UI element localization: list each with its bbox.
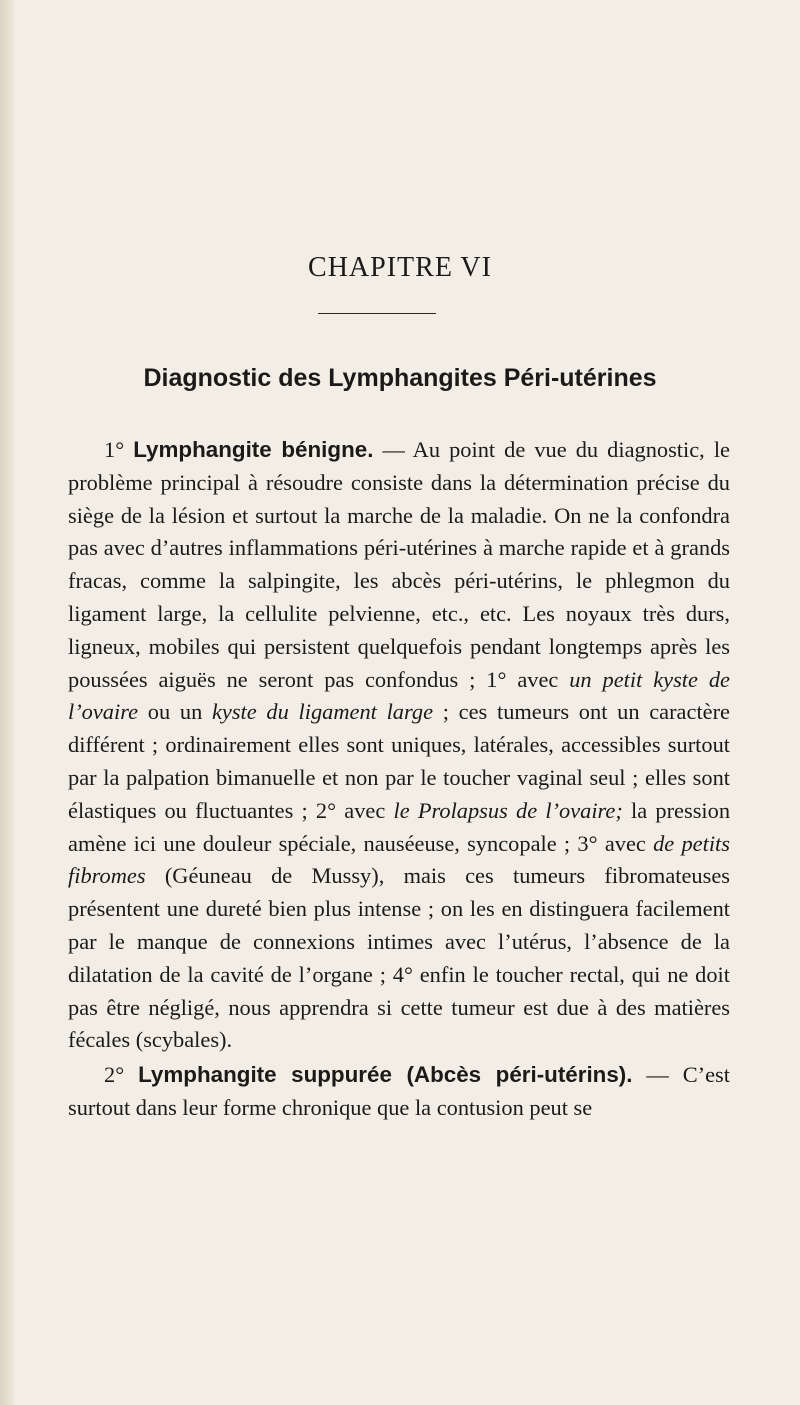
section-heading: Lymphangite bénigne. [133,437,374,462]
italic-term: de petits fibromes [68,830,730,889]
text-run: ; ces tumeurs ont un caractère différent ; ordinairement elles sont uniques, latérales, accessibles surtout par la palpation bimanuelle et non par le toucher vaginal seul ; elles sont élastiques ou fluctuantes ; 2° avec [68,699,730,823]
text-run: — Au point de vue du diagnostic, le problème principal à résoudre consiste dans la détermination précise du siège de la lésion et surtout la marche de la maladie. On ne la confondra pas avec d’autres inflammations péri-utérines à marche rapide et à grands fracas, comme la salpingite, les abcès péri-utérins, le phlegmon du ligament large, la cellulite pelvienne, etc., etc. Les noyaux très durs, ligneux, mobiles qui persistent quelquefois pendant longtemps après les poussées aiguës ne seront pas confondus ; 1° avec [68,437,730,692]
italic-term: kyste du ligament large [211,699,434,725]
text-run: la pression amène ici une douleur spéciale, nauséeuse, syncopale ; 3° avec [68,797,731,856]
text-run: ou un [138,699,212,725]
section-number: 1° [104,437,125,462]
italic-term: un petit kyste de l’ovaire [68,666,730,725]
text-run: — C’est surtout dans leur forme chronique que la contusion peut se [68,1062,730,1120]
section-number: 2° [104,1062,125,1088]
text-run: (Géuneau de Mussy), mais ces tumeurs fibromateuses présentent une dureté bien plus intense ; on les en distinguera facilement par le manque de connexions intimes avec l’utérus, l’absence de la dilatation de la cavité de l’organe ; 4° enfin le toucher rectal, qui ne doit pas être négligé, nous apprendra si cette tumeur est due à des matières fécales (scybales). [68,863,730,1053]
body-text [68,434,730,1125]
divider-rule [318,313,436,314]
section-heading: Lymphangite suppurée (Abcès péri-utérins). [138,1062,633,1088]
chapter-heading: CHAPITRE VI [308,252,492,283]
page-title: Diagnostic des Lymphangites Péri-utérines [143,364,657,392]
page-edge [0,0,14,1405]
paragraph-lymphangite-benigne [68,434,730,1057]
paragraph-lymphangite-suppuree [68,1059,730,1125]
italic-term: le Prolapsus de l’ovaire; [393,797,623,823]
